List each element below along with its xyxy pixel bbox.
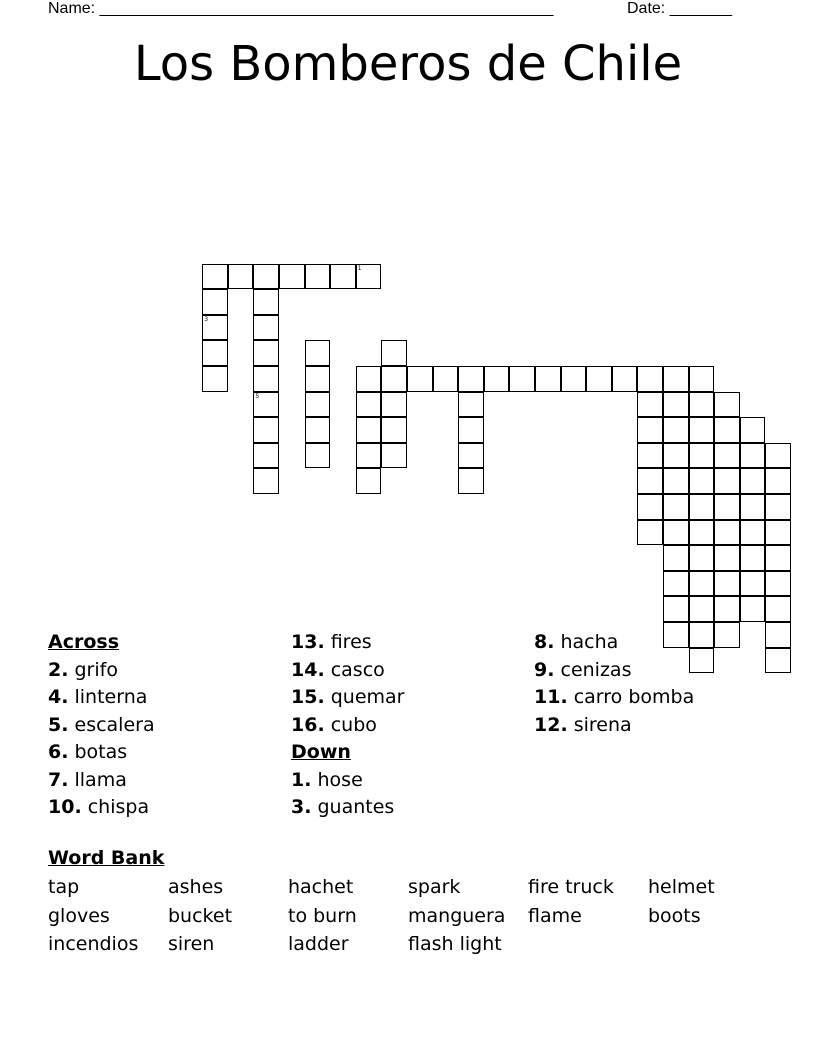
- word-bank-item: gloves: [48, 904, 110, 927]
- grid-cell[interactable]: [253, 340, 279, 366]
- grid-cell[interactable]: [356, 366, 382, 392]
- grid-cell[interactable]: [637, 392, 663, 418]
- word-bank-column-1: [48, 873, 138, 959]
- grid-cell[interactable]: [740, 520, 766, 546]
- grid-cell[interactable]: [305, 264, 331, 290]
- grid-cell[interactable]: [381, 443, 407, 469]
- name-line: Name: ___________________________________________________: [48, 0, 554, 17]
- clue-down-11: 11. carro bomba: [534, 686, 695, 708]
- clue-across-14: 14. casco: [291, 658, 385, 681]
- grid-cell[interactable]: [689, 392, 715, 418]
- grid-cell[interactable]: [612, 366, 638, 392]
- grid-cell[interactable]: [305, 340, 331, 366]
- grid-cell[interactable]: [305, 443, 331, 469]
- clue-down-12: 12. sirena: [534, 713, 632, 736]
- grid-cell[interactable]: [381, 392, 407, 418]
- grid-cell[interactable]: [381, 417, 407, 443]
- grid-cell[interactable]: [253, 366, 279, 392]
- grid-cell[interactable]: [637, 520, 663, 546]
- page-title: Los Bomberos de Chile: [133, 36, 683, 92]
- grid-cell[interactable]: [356, 443, 382, 469]
- clue-across-4: 4. linterna: [48, 686, 148, 708]
- word-bank-item: hachet: [288, 876, 354, 898]
- grid-cell[interactable]: [689, 443, 715, 469]
- word-bank-item: manguera: [408, 904, 506, 927]
- grid-cell[interactable]: [765, 596, 791, 622]
- word-bank-column-5: [528, 873, 614, 930]
- grid-cell[interactable]: [637, 468, 663, 494]
- word-bank-item: flash light: [408, 933, 502, 955]
- word-bank-item: tap: [48, 876, 80, 898]
- clue-column-1: [48, 629, 155, 822]
- word-bank-heading: Word Bank: [48, 847, 165, 869]
- word-bank-column-4: [408, 873, 505, 959]
- word-bank-column-2: [168, 873, 232, 959]
- grid-cell[interactable]: [740, 443, 766, 469]
- word-bank-item: ladder: [288, 933, 349, 955]
- word-bank-item: spark: [408, 876, 461, 898]
- grid-cell[interactable]: [202, 366, 228, 392]
- grid-cell[interactable]: [740, 571, 766, 597]
- grid-cell[interactable]: [714, 545, 740, 571]
- grid-cell[interactable]: [586, 366, 612, 392]
- grid-cell[interactable]: [356, 417, 382, 443]
- grid-cell[interactable]: [330, 264, 356, 290]
- grid-cell[interactable]: [356, 468, 382, 494]
- grid-cell[interactable]: [689, 596, 715, 622]
- clue-across-6: 6. botas: [48, 741, 128, 763]
- grid-cell[interactable]: [458, 443, 484, 469]
- grid-cell[interactable]: [637, 494, 663, 520]
- clue-across-5: 5. escalera: [48, 713, 155, 736]
- grid-cell[interactable]: [689, 468, 715, 494]
- grid-cell[interactable]: [663, 417, 689, 443]
- grid-cell[interactable]: [253, 289, 279, 315]
- clue-across-2: 2. grifo: [48, 658, 118, 681]
- grid-cell[interactable]: [637, 366, 663, 392]
- grid-cell[interactable]: [663, 494, 689, 520]
- grid-cell[interactable]: [433, 366, 459, 392]
- grid-cell[interactable]: [458, 417, 484, 443]
- word-bank-item: incendios: [48, 933, 139, 955]
- clue-down-9: 9. cenizas: [534, 658, 632, 681]
- grid-cell[interactable]: [714, 520, 740, 546]
- clue-across-7: 7. llama: [48, 768, 127, 791]
- grid-cell[interactable]: [689, 545, 715, 571]
- word-bank-item: bucket: [168, 904, 233, 927]
- clue-column-2: [291, 629, 404, 822]
- word-bank-item: fire truck: [528, 876, 614, 898]
- grid-cell[interactable]: [765, 520, 791, 546]
- grid-cell[interactable]: [356, 264, 382, 290]
- grid-cell[interactable]: [253, 264, 279, 290]
- grid-cell[interactable]: [663, 468, 689, 494]
- grid-cell[interactable]: [228, 264, 254, 290]
- word-bank-column-3: [288, 873, 357, 959]
- grid-cell[interactable]: [765, 571, 791, 597]
- grid-cell[interactable]: [663, 545, 689, 571]
- clue-across-16: 16. cubo: [291, 713, 377, 736]
- grid-cell[interactable]: [458, 366, 484, 392]
- grid-cell[interactable]: [202, 340, 228, 366]
- grid-cell[interactable]: [202, 315, 228, 341]
- grid-cell[interactable]: [458, 468, 484, 494]
- grid-cell[interactable]: [637, 417, 663, 443]
- clue-across-15: 15. quemar: [291, 686, 405, 708]
- clue-number: 5: [255, 392, 260, 400]
- grid-cell[interactable]: [765, 494, 791, 520]
- grid-cell[interactable]: [637, 443, 663, 469]
- grid-cell[interactable]: [663, 392, 689, 418]
- grid-cell[interactable]: [305, 417, 331, 443]
- clue-number: 1: [357, 264, 362, 272]
- grid-cell[interactable]: [765, 622, 791, 648]
- grid-cell[interactable]: [740, 417, 766, 443]
- grid-cell[interactable]: [253, 417, 279, 443]
- grid-cell[interactable]: [765, 468, 791, 494]
- grid-cell[interactable]: [689, 520, 715, 546]
- clue-across-10: 10. chispa: [48, 796, 150, 818]
- grid-cell[interactable]: [381, 340, 407, 366]
- grid-cell[interactable]: [689, 494, 715, 520]
- grid-cell[interactable]: [484, 366, 510, 392]
- word-bank-item: siren: [168, 933, 215, 955]
- grid-cell[interactable]: [663, 443, 689, 469]
- grid-cell[interactable]: [714, 494, 740, 520]
- clue-column-3: [534, 629, 694, 739]
- clue-number: 3: [204, 315, 209, 323]
- word-bank-item: boots: [648, 904, 701, 927]
- grid-cell[interactable]: [740, 494, 766, 520]
- grid-cell[interactable]: [202, 289, 228, 315]
- grid-cell[interactable]: [305, 392, 331, 418]
- clue-down-1: 1. hose: [291, 768, 363, 791]
- across-heading: Across: [48, 631, 120, 653]
- grid-cell[interactable]: [663, 596, 689, 622]
- grid-cell[interactable]: [356, 392, 382, 418]
- grid-cell[interactable]: [253, 468, 279, 494]
- grid-cell[interactable]: [765, 545, 791, 571]
- grid-cell[interactable]: [714, 392, 740, 418]
- grid-cell[interactable]: [714, 571, 740, 597]
- grid-cell[interactable]: [509, 366, 535, 392]
- grid-cell[interactable]: [202, 264, 228, 290]
- grid-cell[interactable]: [535, 366, 561, 392]
- grid-cell[interactable]: [765, 443, 791, 469]
- word-bank-item: helmet: [648, 876, 715, 898]
- word-bank-item: to burn: [288, 904, 357, 927]
- grid-cell[interactable]: [407, 366, 433, 392]
- grid-cell[interactable]: [561, 366, 587, 392]
- grid-cell[interactable]: [253, 392, 279, 418]
- grid-cell[interactable]: [663, 520, 689, 546]
- clue-across-13: 13. fires: [291, 631, 372, 653]
- grid-cell[interactable]: [714, 417, 740, 443]
- word-bank-item: flame: [528, 904, 582, 927]
- grid-cell[interactable]: [714, 468, 740, 494]
- grid-cell[interactable]: [663, 571, 689, 597]
- grid-cell[interactable]: [305, 366, 331, 392]
- grid-cell[interactable]: [740, 468, 766, 494]
- grid-cell[interactable]: [740, 545, 766, 571]
- grid-cell[interactable]: [279, 264, 305, 290]
- grid-cell[interactable]: [740, 596, 766, 622]
- clue-down-8: 8. hacha: [534, 631, 619, 653]
- grid-cell[interactable]: [689, 417, 715, 443]
- word-bank-item: ashes: [168, 876, 224, 898]
- grid-cell[interactable]: [253, 315, 279, 341]
- grid-cell[interactable]: [714, 596, 740, 622]
- date-line: Date: _______: [627, 0, 732, 17]
- down-heading: Down: [291, 741, 351, 763]
- grid-cell[interactable]: [689, 571, 715, 597]
- grid-cell[interactable]: [714, 622, 740, 648]
- clue-down-3: 3. guantes: [291, 796, 395, 818]
- grid-cell[interactable]: [714, 443, 740, 469]
- grid-cell[interactable]: [663, 366, 689, 392]
- word-bank-column-6: [648, 873, 715, 930]
- grid-cell[interactable]: [689, 366, 715, 392]
- grid-cell[interactable]: [381, 366, 407, 392]
- grid-cell[interactable]: [765, 648, 791, 674]
- grid-cell[interactable]: [458, 392, 484, 418]
- grid-cell[interactable]: [253, 443, 279, 469]
